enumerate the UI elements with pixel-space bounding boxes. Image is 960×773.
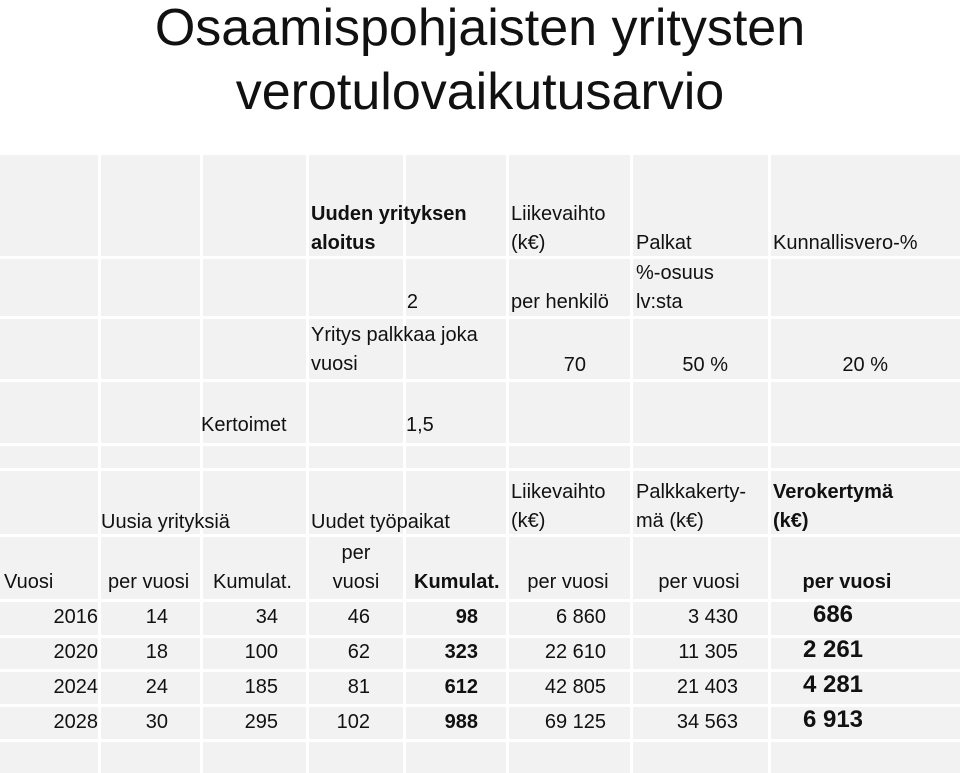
header-revenue: Liikevaihto (k€)	[511, 481, 606, 532]
cell-tax: 686	[812, 601, 854, 628]
cell-jobs: 102	[336, 711, 370, 733]
cell-comp-cum: 100	[244, 641, 278, 663]
cell-comp: 24	[145, 676, 168, 698]
subheader-companies-per-year: per vuosi	[108, 571, 190, 593]
title-line-1: Osaamispohjaisten yritysten	[154, 0, 806, 57]
multipliers-value: 1,5	[406, 414, 434, 436]
cell-jobs-cum: 988	[444, 711, 478, 733]
multipliers-label: Kertoimet	[201, 414, 287, 436]
cell-tax: 6 913	[802, 706, 864, 733]
grid-line	[0, 468, 960, 471]
cell-year: 2028	[53, 711, 98, 733]
cell-jobs-cum: 98	[455, 606, 478, 628]
wages-label: Palkat	[636, 232, 692, 254]
header-payroll: Palkkakerty- mä (k€)	[636, 481, 747, 532]
title-line-2: verotulovaikutusarvio	[235, 63, 725, 121]
cell-revenue: 42 805	[544, 676, 606, 698]
share-label: %-osuus lv:sta	[636, 262, 714, 313]
cell-comp: 14	[145, 606, 168, 628]
cell-payroll: 21 403	[676, 676, 738, 698]
cell-year: 2024	[53, 676, 98, 698]
cell-comp-cum: 34	[255, 606, 278, 628]
tax-pct-label: Kunnallisvero-%	[773, 232, 918, 254]
cell-jobs: 81	[347, 676, 370, 698]
employees-value: 2	[406, 291, 418, 313]
subheader-year: Vuosi	[4, 571, 54, 593]
cell-comp: 30	[145, 711, 168, 733]
header-new-jobs: Uudet työpaikat	[311, 511, 450, 533]
header-new-companies: Uusia yrityksiä	[101, 511, 230, 533]
page-title	[0, 0, 960, 124]
cell-jobs: 46	[347, 606, 370, 628]
grid-line	[0, 739, 960, 742]
cell-year: 2016	[53, 606, 98, 628]
spreadsheet	[0, 155, 960, 773]
cell-revenue: 69 125	[544, 711, 606, 733]
grid-line	[0, 443, 960, 446]
subheader-revenue-per-year: per vuosi	[527, 571, 609, 593]
hires-label: Yritys palkkaa joka vuosi	[311, 324, 478, 375]
cell-tax: 4 281	[802, 671, 864, 698]
start-label: Uuden yrityksen aloitus	[311, 203, 467, 254]
cell-payroll: 11 305	[678, 641, 738, 663]
cell-revenue: 22 610	[544, 641, 606, 663]
cell-jobs: 62	[347, 641, 370, 663]
subheader-tax-per-year: per vuosi	[802, 571, 892, 593]
share-value: 50 %	[682, 354, 728, 376]
subheader-jobs-cumulative: Kumulat.	[414, 571, 500, 593]
cell-comp: 18	[145, 641, 168, 663]
cell-jobs-cum: 323	[444, 641, 478, 663]
cell-year: 2020	[53, 641, 98, 663]
cell-comp-cum: 295	[244, 711, 278, 733]
revenue-param-label: Liikevaihto (k€)	[511, 203, 606, 254]
tax-value: 20 %	[842, 354, 888, 376]
cell-tax: 2 261	[802, 636, 864, 663]
grid-line	[0, 316, 960, 319]
revenue-value: 70	[563, 354, 586, 376]
per-person-label: per henkilö	[511, 291, 609, 313]
subheader-jobs-per-year: per vuosi	[332, 542, 380, 593]
cell-jobs-cum: 612	[444, 676, 478, 698]
cell-payroll: 34 563	[676, 711, 738, 733]
subheader-companies-cumulative: Kumulat.	[213, 571, 292, 593]
subheader-payroll-per-year: per vuosi	[658, 571, 740, 593]
header-tax: Verokertymä (k€)	[773, 481, 894, 532]
cell-comp-cum: 185	[244, 676, 278, 698]
cell-revenue: 6 860	[555, 606, 606, 628]
cell-payroll: 3 430	[687, 606, 738, 628]
